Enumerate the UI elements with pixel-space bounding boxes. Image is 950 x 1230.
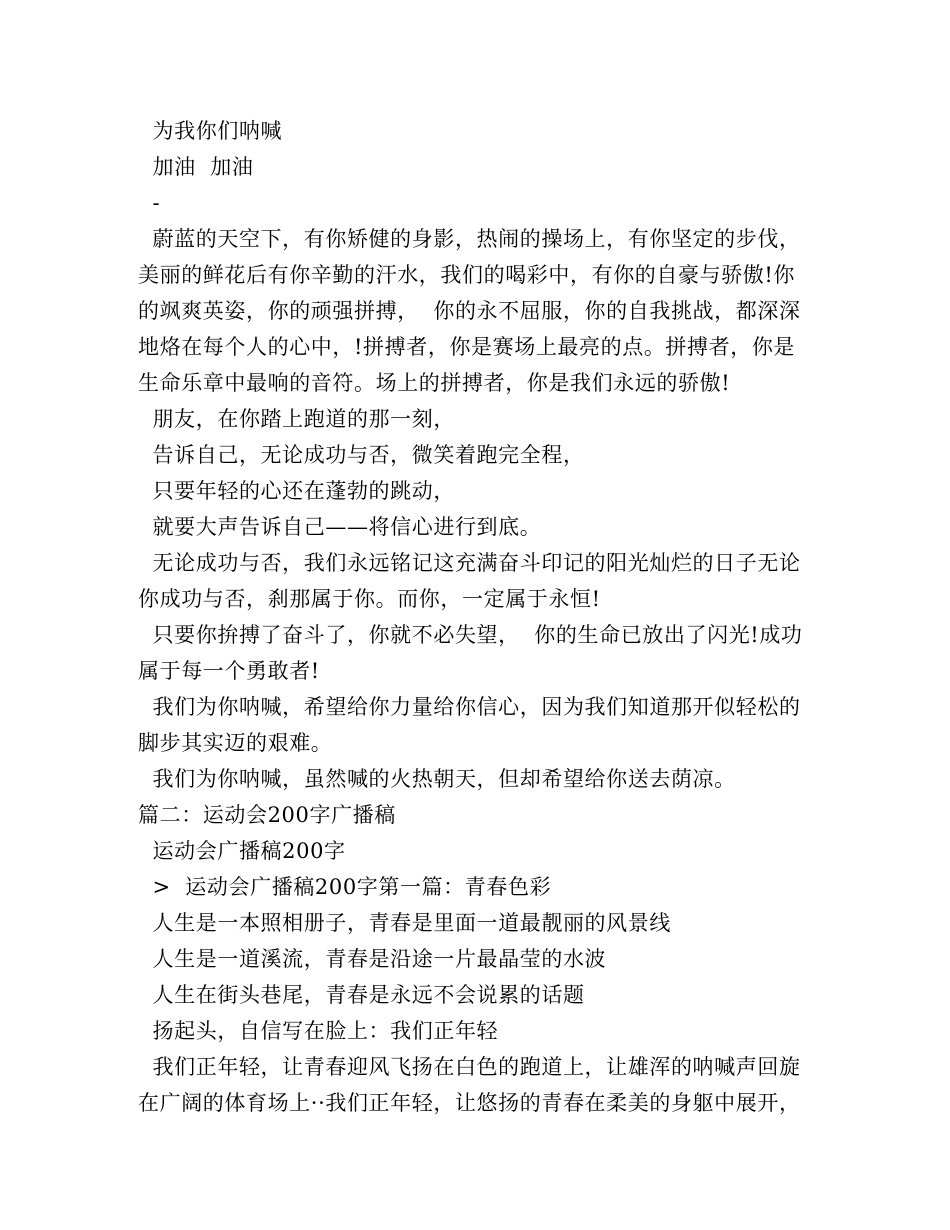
text-line: 蔚蓝的天空下，有你矫健的身影，热闹的操场上，有你坚定的步伐， xyxy=(138,227,801,251)
text-line: 为我你们呐喊 xyxy=(138,119,283,143)
text-line: 人生是一道溪流，青春是沿途一片最晶莹的水波 xyxy=(138,947,607,971)
text-line: 你成功与否，刹那属于你。而你，一定属于永恒! xyxy=(138,587,601,611)
text-line: 在广阔的体育场上··我们正年轻，让悠扬的青春在柔美的身躯中展开， xyxy=(138,1091,801,1115)
section-heading: 篇二：运动会200字广播稿 xyxy=(138,803,396,827)
text-line: 只要你拚搏了奋斗了，你就不必失望， 你的生命已放出了闪光!成功 xyxy=(138,623,803,647)
text-line: 只要年轻的心还在蓬勃的跳动， xyxy=(138,479,455,503)
text-line: 脚步其实迈的艰难。 xyxy=(138,731,333,755)
text-line: 我们为你呐喊，虽然喊的火热朝天，但却希望给你送去荫凉。 xyxy=(138,767,736,791)
text-line: 运动会广播稿200字 xyxy=(138,839,346,863)
text-line: 我们正年轻，让青春迎风飞扬在白色的跑道上，让雄浑的呐喊声回旋 xyxy=(138,1055,801,1079)
document-body xyxy=(138,113,818,1121)
text-line: 加油 加油 xyxy=(138,155,254,179)
text-line: 无论成功与否，我们永远铭记这充满奋斗印记的阳光灿烂的日子无论 xyxy=(138,551,801,575)
text-line: 朋友，在你踏上跑道的那一刻， xyxy=(138,407,455,431)
text-line: 属于每一个勇敢者! xyxy=(138,659,320,683)
text-line: 人生在街头巷尾，青春是永远不会说累的话题 xyxy=(138,983,585,1007)
text-line: 告诉自己，无论成功与否，微笑着跑完全程， xyxy=(138,443,585,467)
text-line: 扬起头，自信写在脸上：我们正年轻 xyxy=(138,1019,499,1043)
text-line: 人生是一本照相册子，青春是里面一道最靓丽的风景线 xyxy=(138,911,671,935)
text-line: 生命乐章中最响的音符。场上的拼搏者，你是我们永远的骄傲! xyxy=(138,371,731,395)
text-line: 地烙在每个人的心中，!拼搏者，你是赛场上最亮的点。拼搏者，你是 xyxy=(138,335,796,359)
text-line: - xyxy=(138,191,161,215)
text-line: 美丽的鲜花后有你辛勤的汗水，我们的喝彩中，有你的自豪与骄傲!你 xyxy=(138,263,796,287)
text-line: > 运动会广播稿200字第一篇：青春色彩 xyxy=(138,875,552,899)
text-line: 我们为你呐喊，希望给你力量给你信心，因为我们知道那开似轻松的 xyxy=(138,695,801,719)
text-line: 就要大声告诉自己——将信心进行到底。 xyxy=(138,515,542,539)
text-line: 的飒爽英姿，你的顽强拼搏， 你的永不屈服，你的自我挑战，都深深 xyxy=(138,299,801,323)
